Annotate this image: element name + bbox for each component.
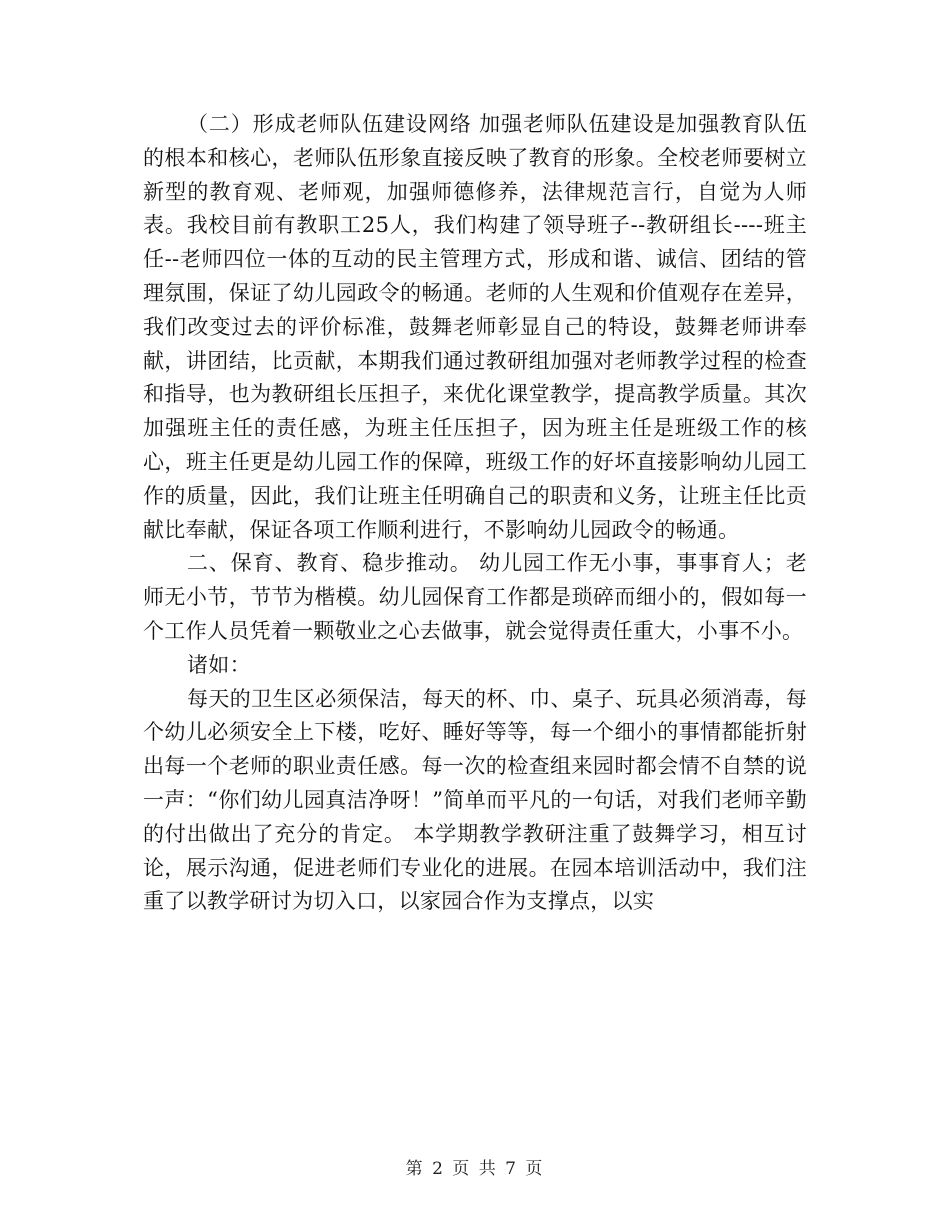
paragraph-teacher-team: （二）形成老师队伍建设网络 加强老师队伍建设是加强教育队伍的根本和核心，老师队伍形象直接反映了教育的形象。全校老师要树立新型的教育观、老师观，加强师德修养，法律规范言行，自觉为人师表。我校目前有教职工25人，我们构建了领导班子--教研组长----班主任--老师四位一体的互动的民主管理方式，形成和谐、诚信、团结的管理氛围，保证了幼儿园政令的畅通。老师的人生观和价值观存在差异，我们改变过去的评价标准，鼓舞老师彰显自己的特设，鼓舞老师讲奉献，讲团结，比贡献，本期我们通过教研组加强对老师教学过程的检查和指导，也为教研组长压担子，来优化课堂教学，提高教学质量。其次加强班主任的责任感，为班主任压担子，因为班主任是班级工作的核心，班主任更是幼儿园工作的保障，班级工作的好坏直接影响幼儿园工作的质量，因此，我们让班主任明确自己的职责和义务，让班主任比贡献比奉献，保证各项工作顺利进行，不影响幼儿园政令的畅通。 (143, 112, 807, 542)
paragraph-examples-heading: 诸如： (187, 652, 251, 677)
paragraph-care-education: 二、保育、教育、稳步推动。 幼儿园工作无小事，事事育人；老师无小节，节节为楷模。幼儿园保育工作都是琐碎而细小的，假如每一个工作人员凭着一颗敬业之心去做事，就会觉得责任重大，小事不小。 (143, 551, 807, 643)
paragraph-daily-hygiene: 每天的卫生区必须保洁，每天的杯、巾、桌子、玩具必须消毒，每个幼儿必须安全上下楼，吃好、睡好等等，每一个细小的事情都能折射出每一个老师的职业责任感。每一次的检查组来园时都会情不自禁的说一声：“你们幼儿园真洁净呀！”简单而平凡的一句话，对我们老师辛勤的付出做出了充分的肯定。 本学期教学教研注重了鼓舞学习，相互讨论，展示沟通，促进老师们专业化的进展。在园本培训活动中，我们注重了以教学研讨为切入口，以家园合作为支撑点，以实 (143, 686, 807, 914)
page-footer: 第 2 页 共 7 页 (405, 1159, 545, 1179)
document-body (143, 108, 807, 919)
